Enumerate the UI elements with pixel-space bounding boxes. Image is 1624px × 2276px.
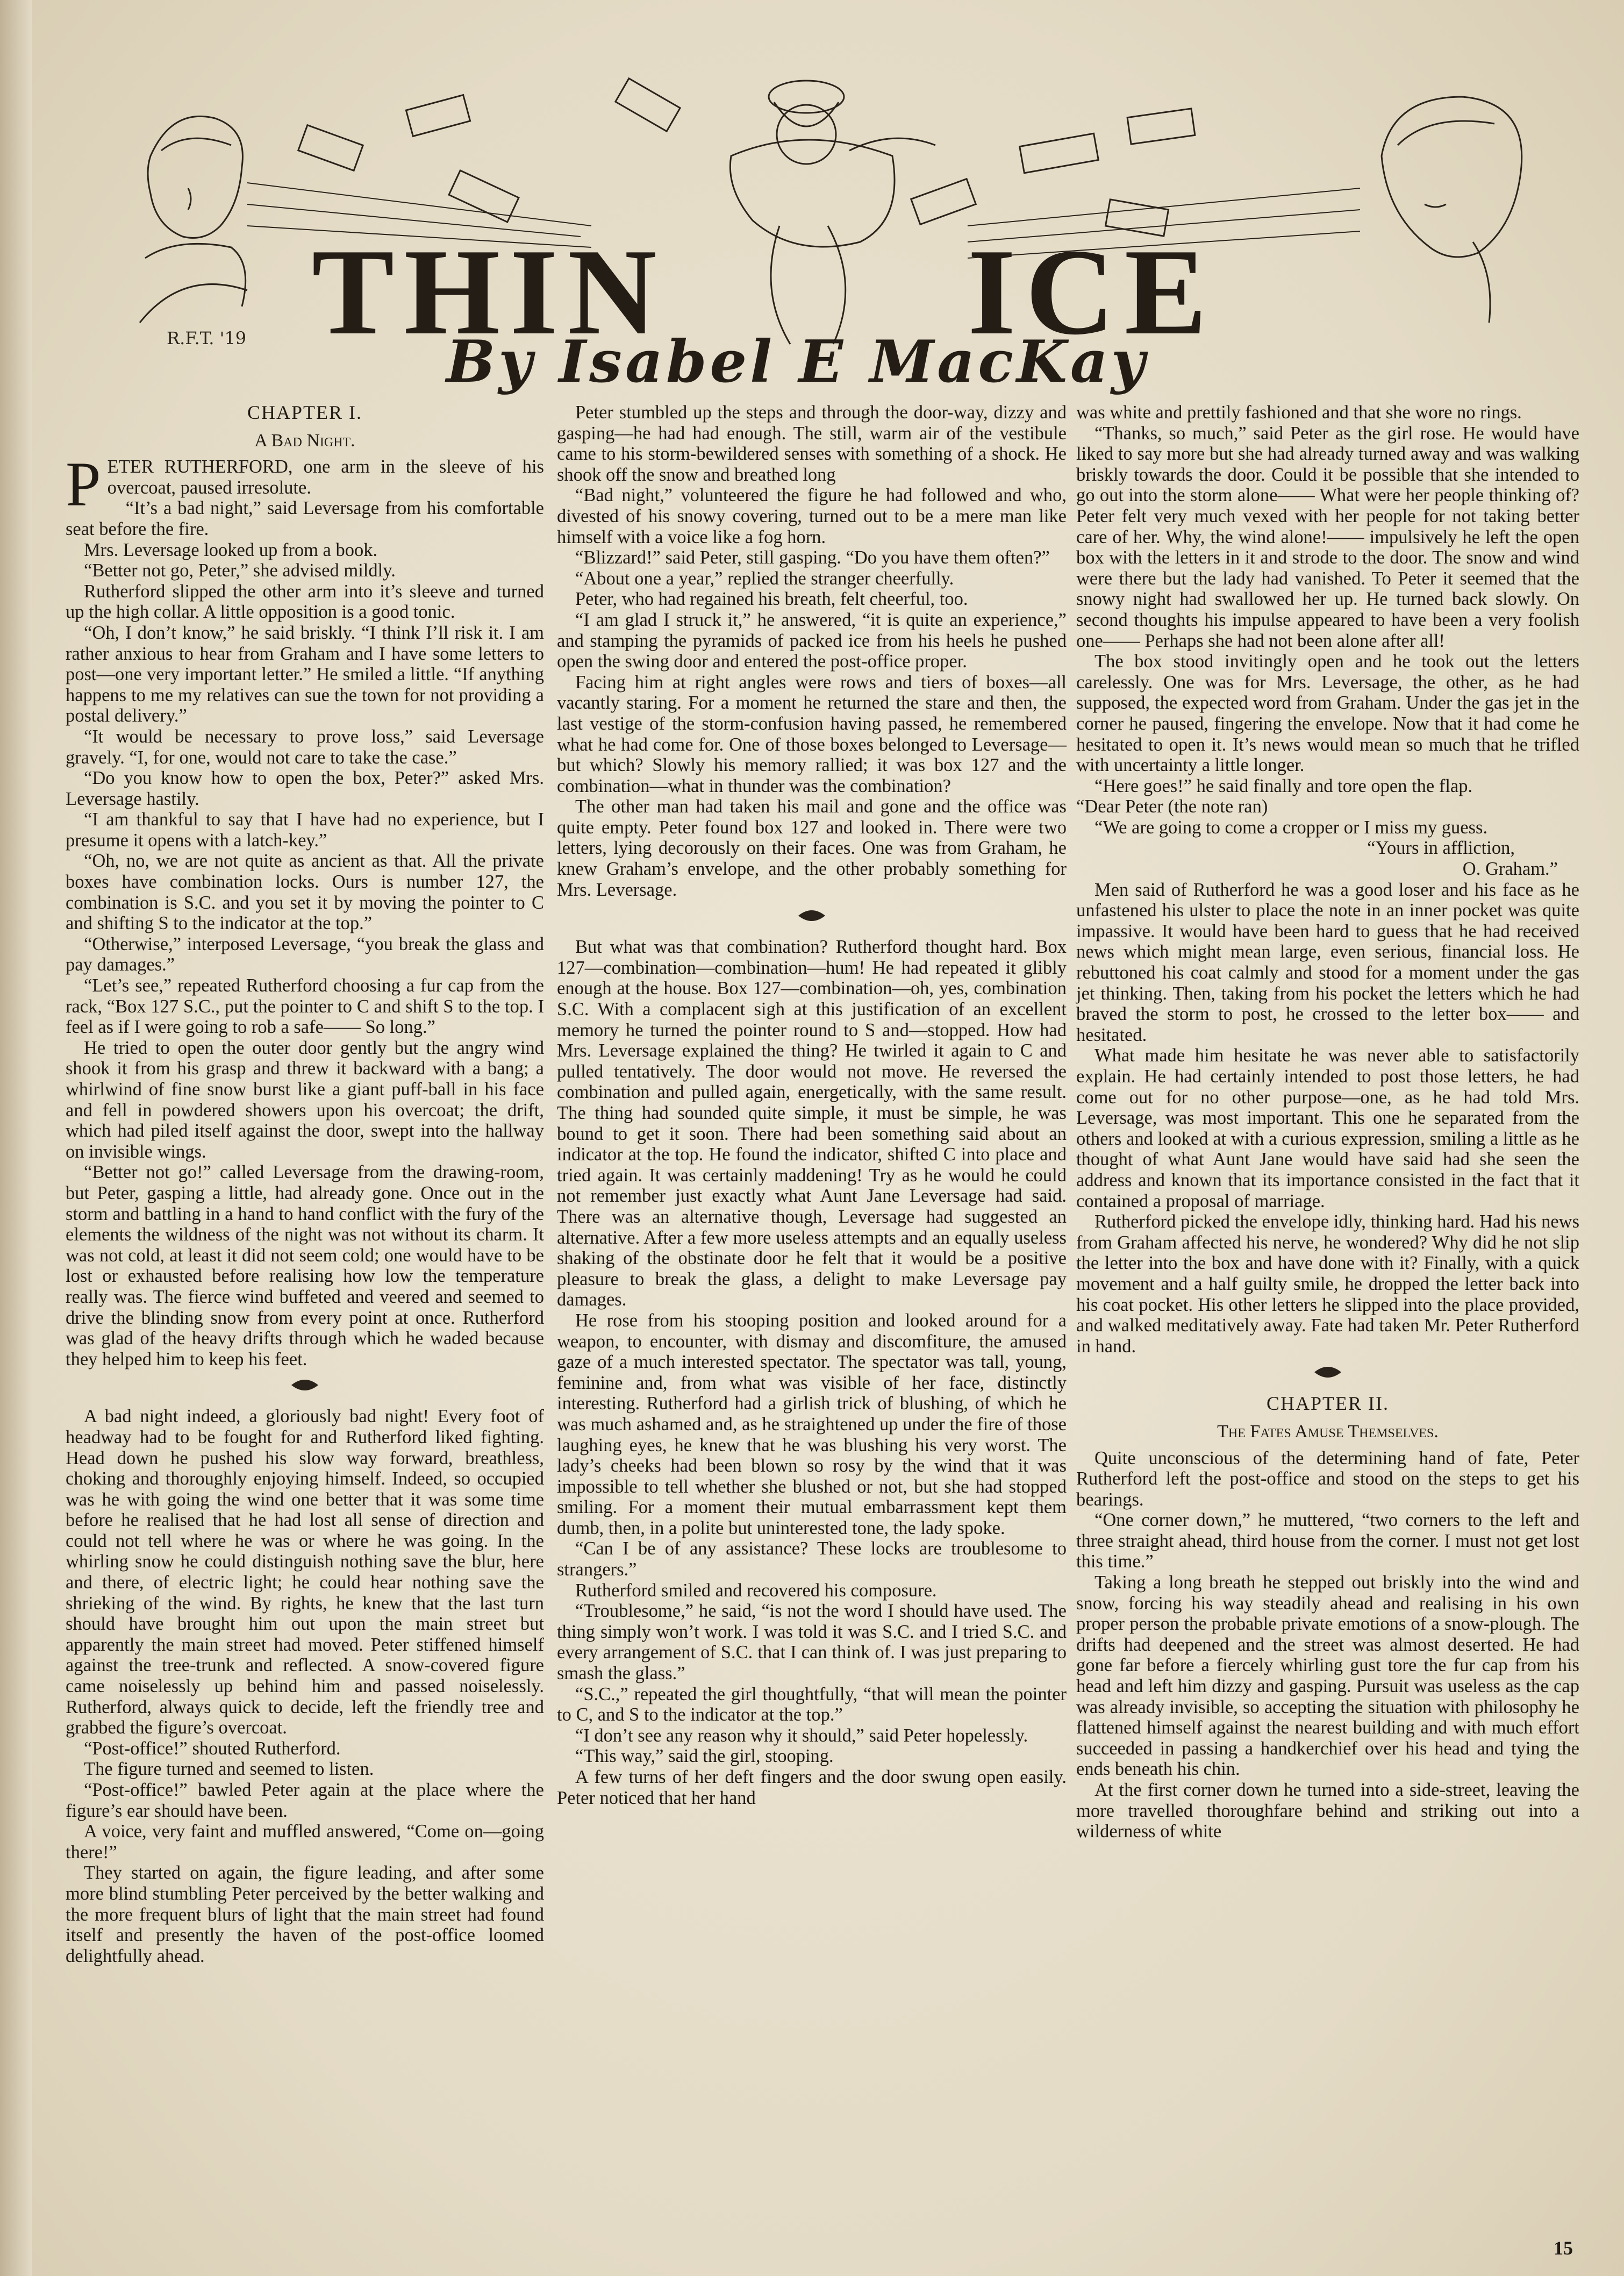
paragraph: “About one a year,” replied the stranger cheerfully. xyxy=(575,568,954,589)
paragraph: “It would be necessary to prove loss,” said Leversage gravely. “I, for one, would not care to take the case.” xyxy=(66,726,544,768)
chapter-heading: CHAPTER I. xyxy=(247,402,362,423)
paragraph: The other man had taken his mail and gone and the office was quite empty. Peter found box 127 and looked in. There were two letters, lying decorously on their faces. One was from Graham, he knew Graham’s envelope, and the other probably something for Mrs. Leversage. xyxy=(557,796,1067,900)
paragraph: “Blizzard!” said Peter, still gasping. “Do you have them often?” xyxy=(575,547,1050,568)
paragraph: Peter, who had regained his breath, felt cheerful, too. xyxy=(575,589,968,610)
paragraph: ETER RUTHERFORD, one arm in the sleeve of his overcoat, paused irresolute. xyxy=(107,456,544,498)
paragraph: “One corner down,” he muttered, “two corners to the left and three straight ahead, third house from the corner. I must not get lost this time.” xyxy=(1076,1510,1579,1572)
paragraph: Facing him at right angles were rows and tiers of boxes—all vacantly staring. For a moment he returned the stare and then, the last vestige of the storm-confusion having passed, he remembered what he had come for. One of those boxes belonged to Leversage—but which? Slowly his memory rallied; it was box 127 and the combination—what in thunder was the combination? xyxy=(557,672,1067,796)
letter-closing: “Yours in affliction, xyxy=(1367,838,1515,859)
paragraph: Men said of Rutherford he was a good loser and his face as he unfastened his ulster to place the note in an inner pocket was quite impassive. It would have been hard to guess that he had received news which might mean large, even serious, financial loss. He rebuttoned his coat calmly and stood for a moment under the gas jet thinking. Then, taking from his pocket the letters which he had braved the storm to post, he crossed to the letter box—— and hesitated. xyxy=(1076,879,1579,1045)
paragraph: “Here goes!” he said finally and tore open the flap. xyxy=(1094,775,1473,796)
section-ornament xyxy=(1076,1364,1579,1386)
letter-salutation: “Dear Peter (the note ran) xyxy=(1076,796,1268,817)
chapter-subheading: A Bad Night. xyxy=(254,430,355,451)
page-number: 15 xyxy=(1554,2237,1573,2259)
letter-signature: O. Graham.” xyxy=(1462,859,1558,880)
chapter-heading: CHAPTER II. xyxy=(1267,1393,1389,1415)
section-ornament xyxy=(66,1377,544,1399)
paragraph: “Bad night,” volunteered the figure he had followed and who, divested of his snowy covering, turned out to be a mere man like himself with a voice like a fog horn. xyxy=(557,485,1067,547)
paragraph: At the first corner down he turned into a side-street, leaving the more travelled thoroughfare behind and striking out into a wilderness of white xyxy=(1076,1780,1579,1842)
paragraph: “Better not go!” called Leversage from the drawing-room, but Peter, gasping a little, had already gone. Once out in the storm and battling in a hand to hand conflict with the fury of the elements the wildness of the night was not without its charm. It was not cold, at least it did not seem cold; one would have to be lost or exhausted before realising how low the temperature really was. The fierce wind buffeted and veered and seemed to drive the blinding snow from every point at once. Rutherford was glad of the heavy drifts through which he waded because they helped him to keep his feet. xyxy=(66,1162,544,1369)
title-word-ice: ICE xyxy=(968,223,1217,360)
paragraph: Quite unconscious of the determining hand of fate, Peter Rutherford left the post-office and stood on the steps to get his bearings. xyxy=(1076,1447,1579,1510)
paragraph: “I am glad I struck it,” he answered, “it is quite an experience,” and stamping the pyramids of packed ice from his heels he pushed open the swing door and entered the post-office proper. xyxy=(557,609,1067,672)
paragraph: “Let’s see,” repeated Rutherford choosing a fur cap from the rack, “Box 127 S.C., put the pointer to C and shift S to the top. I feel as if I were going to rob a safe—— So long.” xyxy=(66,975,544,1038)
drop-cap: P xyxy=(66,449,101,520)
paragraph: “Oh, no, we are not quite as ancient as that. All the private boxes have combination locks. Ours is number 127, the combination is S.C. and you set it by moving the pointer to C and shifting S to the indicator at the top.” xyxy=(66,851,544,934)
paragraph: What made him hesitate he was never able to satisfactorily explain. He had certainly intended to post those letters, he had come out for no other purpose—one, as he had told Mrs. Leversage, was most important. This one he separated from the others and looked at with a curious expression, smiling a little as he thought of what Aunt Jane would have said had she seen the address and known that its importance consisted in the fact that it contained a proposal of marriage. xyxy=(1076,1045,1579,1211)
paragraph: “Post-office!” bawled Peter again at the place where the figure’s ear should have been. xyxy=(66,1780,544,1821)
paragraph: Rutherford slipped the other arm into it’s sleeve and turned up the high collar. A little opposition is a good tonic. xyxy=(66,581,544,623)
paragraph: “Oh, I don’t know,” he said briskly. “I think I’ll risk it. I am rather anxious to hear from Graham and I have some letters to post—one very important letter.” He smiled a little. “If anything happens to me my relatives can sue the town for not providing a postal delivery.” xyxy=(66,622,544,726)
paragraph: “Better not go, Peter,” she advised mildly. xyxy=(84,560,396,581)
paragraph: He rose from his stooping position and looked around for a weapon, to encounter, with dismay and discomfiture, the amused gaze of a much interested spectator. The spectator was tall, young, feminine and, from what was visible of her face, distinctly interesting. Rutherford had a girlish trick of blushing, of which he was much ashamed and, as he straightened up under the fire of those laughing eyes, he knew that he was blushing his very worst. The lady’s cheeks had been blown so rosy by the wind that it was impossible to tell whether she blushed or not, but she had stopped smiling. For a moment their mutual embarrassment kept them dumb, then, in a polite but uninterested tone, the lady spoke. xyxy=(557,1310,1067,1538)
title-word-thin: THIN xyxy=(312,223,667,360)
paragraph: “I don’t see any reason why it should,” said Peter hopelessly. xyxy=(575,1725,1028,1746)
story-title xyxy=(280,223,1462,360)
paragraph: Rutherford smiled and recovered his composure. xyxy=(575,1580,937,1601)
paragraph: “S.C.,” repeated the girl thoughtfully, “that will mean the pointer to C, and S to the indicator at the top.” xyxy=(557,1683,1067,1725)
paragraph: A voice, very faint and muffled answered, “Come on—going there!” xyxy=(66,1821,544,1863)
paragraph: “Do you know how to open the box, Peter?” asked Mrs. Leversage hastily. xyxy=(66,768,544,809)
paragraph: “It’s a bad night,” said Leversage from his comfortable seat before the fire. xyxy=(66,498,544,539)
column-1 xyxy=(66,402,544,2241)
binding-gutter xyxy=(0,0,32,2276)
author-byline: By Isabel E MacKay xyxy=(446,328,1148,396)
paragraph: The box stood invitingly open and he took out the letters carelessly. One was for Mrs. Leversage, the other, as he had supposed, the expected word from Graham. Under the gas jet in the corner he paused, fingering the envelope. Now that it had come he hesitated to open it. It’s news would mean so much that he trifled with uncertainty a little longer. xyxy=(1076,651,1579,776)
chapter-subheading: The Fates Amuse Themselves. xyxy=(1217,1421,1439,1442)
paragraph: “Otherwise,” interposed Leversage, “you break the glass and pay damages.” xyxy=(66,933,544,975)
section-ornament xyxy=(557,908,1067,929)
paragraph: Taking a long breath he stepped out briskly into the wind and snow, forcing his way steadily ahead and realising in his own proper person the probable private emotions of a snow-plough. The drifts had deepened and the street was almost deserted. He had gone far before a fiercely whirling gust tore the fur cap from his head and left him dizzy and gasping. Pursuit was useless as the cap was already invisible, so accepting the situation with philosophy he flattened himself against the nearest building and with much effort succeeded in passing a handkerchief over his head and tying the ends beneath his chin. xyxy=(1076,1572,1579,1780)
paragraph: A few turns of her deft fingers and the door swung open easily. Peter noticed that her hand xyxy=(557,1767,1067,1808)
paragraph: “Can I be of any assistance? These locks are troublesome to strangers.” xyxy=(557,1538,1067,1580)
column-3 xyxy=(1076,402,1579,2241)
paragraph: The figure turned and seemed to listen. xyxy=(84,1759,374,1780)
paragraph: He tried to open the outer door gently but the angry wind shook it from his grasp and threw it backward with a bang; a whirlwind of fine snow burst like a giant puff-ball in his face and fell in powdered showers upon his overcoat; the drift, which had piled itself against the door, swept into the hallway on invisible wings. xyxy=(66,1037,544,1162)
paragraph: “I am thankful to say that I have had no experience, but I presume it opens with a latch-key.” xyxy=(66,809,544,851)
paragraph: They started on again, the figure leading, and after some more blind stumbling Peter perceived by the better walking and the more frequent blurs of light that the main street had found itself and presently the haven of the post-office loomed delightfully ahead. xyxy=(66,1863,544,1966)
paragraph: “Thanks, so much,” said Peter as the girl rose. He would have liked to say more but she had already turned away and was walking briskly towards the door. Could it be possible that she intended to go out into the storm alone—— What were her people thinking of? Peter felt very much vexed with her people for not taking better care of her. Why, the wind alone!—— impulsively he left the open box with the letters in it and strode to the door. The snow and wind were there but the lady had vanished. To Peter it seemed that the snowy night had swallowed her up. He turned back slowly. On second thoughts his impulse appeared to have been a very foolish one—— Perhaps she had not been alone after all! xyxy=(1076,423,1579,651)
paragraph: “Troublesome,” he said, “is not the word I should have used. The thing simply won’t work. I was told it was S.C. and I tried S.C. and every arrangement of S.C. that I can think of. I was just preparing to smash the glass.” xyxy=(557,1601,1067,1684)
letter-body: “We are going to come a cropper or I miss my guess. xyxy=(1094,817,1488,838)
paragraph: “This way,” said the girl, stooping. xyxy=(575,1746,834,1767)
man-portrait-illustration xyxy=(140,116,247,323)
paragraph: “Post-office!” shouted Rutherford. xyxy=(84,1738,341,1759)
column-2 xyxy=(557,402,1067,2241)
paragraph: was white and prettily fashioned and that she wore no rings. xyxy=(1076,402,1522,423)
artist-signature: R.F.T. '19 xyxy=(167,328,247,348)
paragraph: But what was that combination? Rutherford thought hard. Box 127—combination—combination—hum! He had repeated it glibly enough at the house. Box 127—combination—oh, yes, combination S.C. With a complacent sigh at this justification of an excellent memory he turned the pointer round to S and—stopped. How had Mrs. Leversage explained the thing? He twirled it again to C and pulled tentatively. The door would not move. He reversed the combination and pulled again, energetically, with the same result. The thing had sounded quite simple, it must be simple, he was bound to get it soon. There had been something said about an indicator at the top. He found the indicator, shifted C into place and tried again. It was certainly maddening! Try as he would he could not remember just exactly what Aunt Jane Leversage had said. There was an alternative though, Leversage had suggested an alternative. After a few more useless attempts and an equally useless shaking of the obstinate door he felt that it would be a positive pleasure to break the glass, a delight to make Leversage pay damages. xyxy=(557,937,1067,1310)
paragraph: Mrs. Leversage looked up from a book. xyxy=(84,539,378,560)
paragraph: Rutherford picked the envelope idly, thinking hard. Had his news from Graham affected his nerve, he wondered? Why did he not slip the letter into the box and have done with it? Finally, with a quick movement and a half guilty smile, he dropped the letter back into his coat pocket. His other letters he slipped into the place provided, and walked meditatively away. Fate had taken Mr. Peter Rutherford in hand. xyxy=(1076,1211,1579,1357)
paragraph: A bad night indeed, a gloriously bad night! Every foot of headway had to be fought for and Rutherford liked fighting. Head down he pushed his slow way forward, breathless, choking and thoroughly enjoying himself. Indeed, so occupied was he with going the wind one better that it was some time before he realised that he had lost all sense of direction and could not tell where he was or where he was going. In the whirling snow he could distinguish nothing save the blur, here and there, of electric light; he could hear nothing save the shrieking of the wind. By rights, he knew that the last turn should have brought him out upon the main street but apparently the main street had moved. Peter stiffened himself against the tree-trunk and reflected. A snow-covered figure came noiselessly up behind him and passed noiselessly. Rutherford, always quick to decide, left the friendly tree and grabbed the figure’s overcoat. xyxy=(66,1406,544,1738)
paragraph: Peter stumbled up the steps and through the door-way, dizzy and gasping—he had had enough. The still, warm air of the vestibule came to his storm-bewildered senses with something of a shock. He shook off the snow and breathed long xyxy=(557,402,1067,485)
